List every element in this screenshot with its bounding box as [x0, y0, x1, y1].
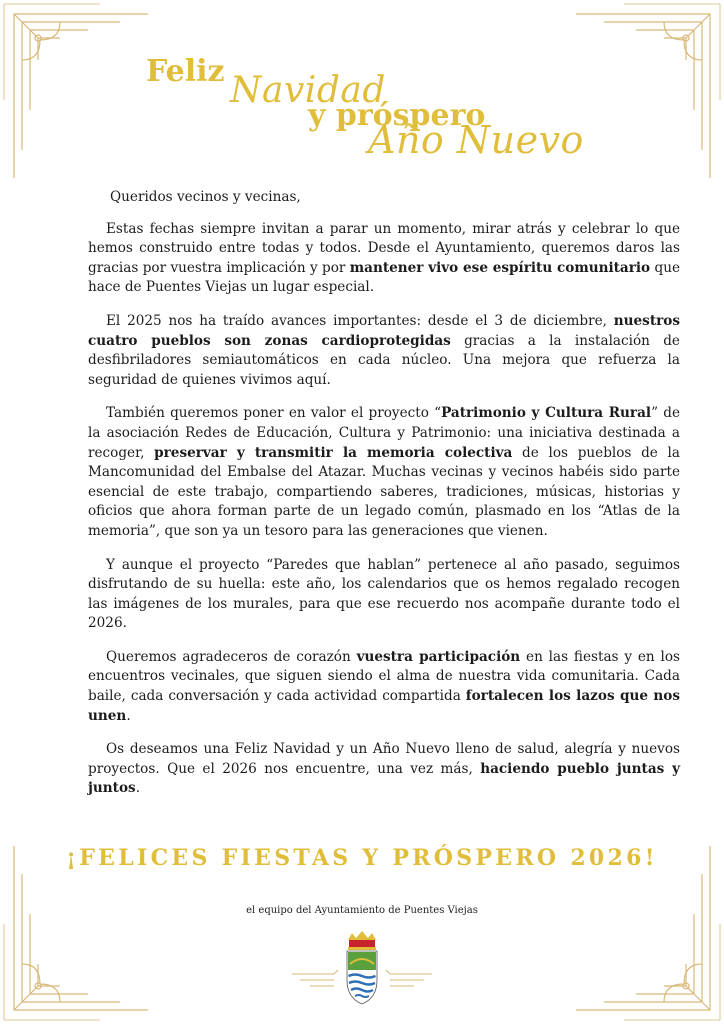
paragraph-1: [88, 220, 680, 298]
felices-fiestas-banner: ¡FELICES FIESTAS Y PRÓSPERO 2026!: [66, 845, 658, 871]
p3-text-3: de los pueblos de la Mancomunidad del Embalse del Atazar. Muchas vecinas y vecinos habéis sido parte esencial de este trabajo, compartiendo saberes, tradiciones, músicas, historias y oficios que ahora forman parte de un legado común, plasmado en los “Atlas de la memoria”, que son ya un tesoro para las generaciones que vienen.: [88, 444, 681, 539]
paragraph-4: [88, 556, 680, 634]
p1-text-1: Estas fechas siempre invitan a parar un momento, mirar atrás y celebrar lo que hemos construido entre todas y todos. Desde el Ayuntamiento, queremos daros las gracias por vuestra implicación y por: [88, 220, 680, 276]
heading-prospero: y próspero: [308, 98, 486, 133]
p5-text-2: en las fiestas y en los encuentros vecinales, que siguen siendo el alma de nuestra vida comunitaria. Cada baile, cada conversación y cada actividad compartida: [88, 648, 680, 705]
frame-corner-top-left: [0, 0, 150, 180]
p5-bold-2: fortalecen los lazos que nos unen: [88, 688, 680, 724]
p2-bold-1: nuestros cuatro pueblos son zonas cardioprotegidas: [88, 312, 680, 349]
p2-text-2: gracias a la instalación de desfibriladores semiautomáticos en cada núcleo. Una mejora que refuerza la seguridad de quienes vivimos aquí.: [88, 332, 680, 388]
heading-ano-nuevo: Año Nuevo: [368, 118, 584, 162]
p3-text-2: ” de la asociación Redes de Educación, Cultura y Patrimonio: una iniciativa destinada a recoger,: [88, 405, 680, 461]
p6-bold-1: haciendo pueblo juntas y juntos: [88, 760, 680, 797]
p3-bold-1: Patrimonio y Cultura Rural: [441, 405, 652, 422]
p1-text-2: que hace de Puentes Viejas un lugar especial.: [88, 259, 680, 296]
heading-navidad: Navidad: [230, 70, 386, 111]
p5-bold-1: vuestra participación: [356, 648, 521, 665]
heading-feliz: Feliz: [146, 54, 225, 89]
letter-body: [88, 188, 680, 813]
paragraph-5: [88, 648, 680, 726]
p1-bold-1: mantener vivo ese espíritu comunitario: [349, 259, 651, 276]
letter-greeting: Queridos vecinos y vecinas,: [110, 189, 301, 205]
greeting-heading: [140, 50, 600, 170]
frame-corner-bottom-left: [0, 844, 150, 1024]
p6-text-1: Os deseamos una Feliz Navidad y un Año Nuevo lleno de salud, alegría y nuevos proyectos. Que el 2026 nos encuentre, una vez más,: [88, 741, 680, 777]
municipal-coat-of-arms-icon: [292, 930, 432, 1005]
paragraph-3: [88, 404, 680, 541]
p3-bold-2: preservar y transmitir la memoria colectiva: [154, 444, 513, 461]
p5-text-1: Queremos agradeceros de corazón: [106, 648, 357, 665]
paragraph-6: [88, 740, 680, 799]
p5-text-3: .: [126, 707, 131, 724]
p2-text-1: El 2025 nos ha traído avances importantes: desde el 3 de diciembre,: [106, 312, 614, 329]
signature-line: el equipo del Ayuntamiento de Puentes Viejas: [246, 905, 478, 916]
paragraph-2: [88, 312, 680, 390]
p4-text-1: Y aunque el proyecto “Paredes que hablan” pertenece al año pasado, seguimos disfrutando de su huella: este año, los calendarios que os hemos regalado recogen las imágenes de los murales, para que ese recuerdo nos acompañe durante todo el 2026.: [88, 556, 680, 632]
p6-text-2: .: [135, 780, 141, 797]
frame-corner-bottom-right: [574, 844, 724, 1024]
p3-text-1: También queremos poner en valor el proyecto “: [106, 405, 442, 422]
